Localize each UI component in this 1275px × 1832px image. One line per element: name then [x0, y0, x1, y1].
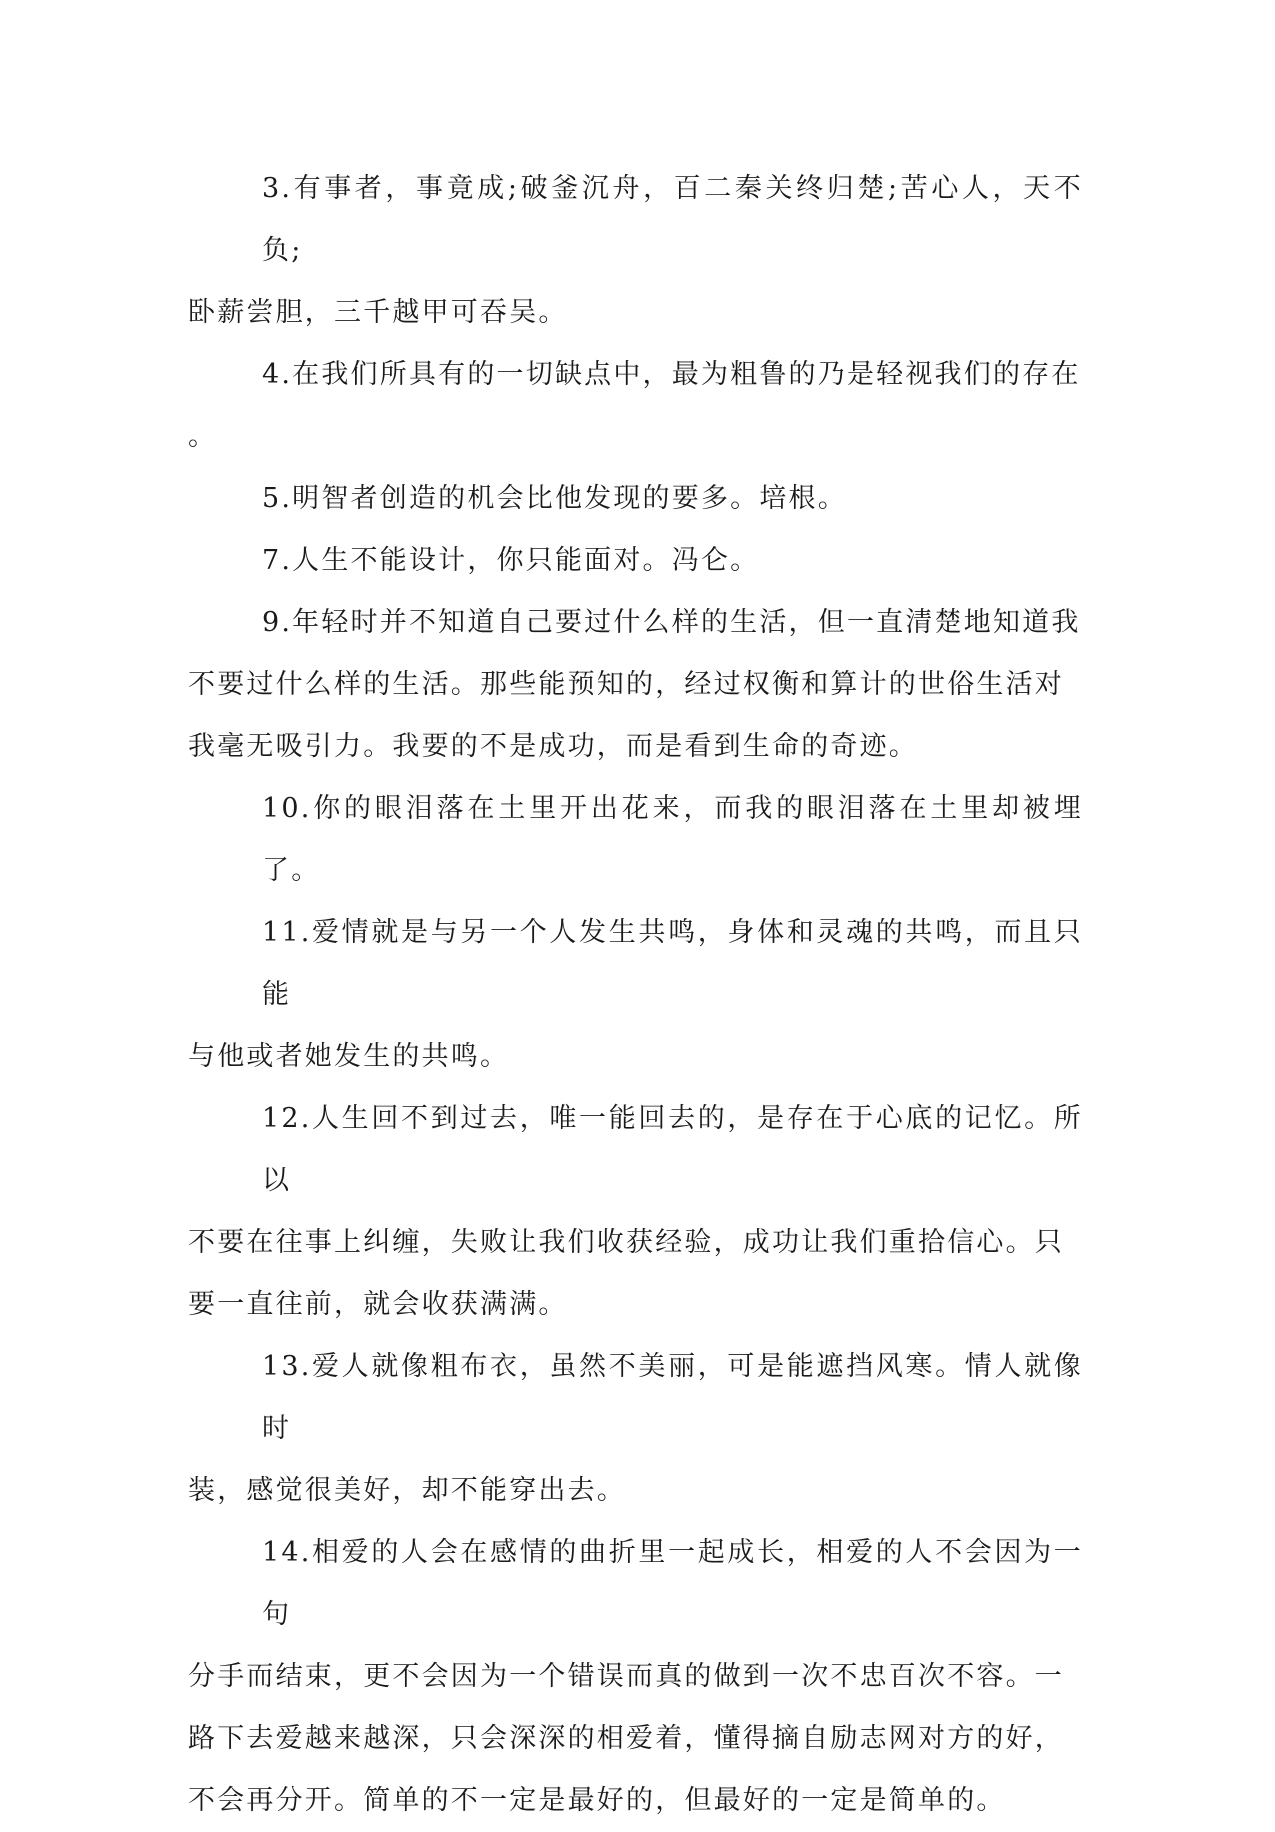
paragraph-line: 装，感觉很美好，却不能穿出去。: [188, 1475, 626, 1506]
paragraph-line: 11.爱情就是与另一个人发生共鸣，身体和灵魂的共鸣，而且只能: [262, 917, 1083, 1010]
paragraph-7: [188, 530, 1083, 592]
paragraph-line: 12.人生回不到过去，唯一能回去的，是存在于心底的记忆。所以: [262, 1103, 1083, 1196]
paragraph-line: 我毫无吸引力。我要的不是成功，而是看到生命的奇迹。: [188, 731, 918, 762]
paragraph-12: [188, 1088, 1083, 1336]
paragraph-11: [188, 902, 1083, 1088]
paragraph-3: [188, 158, 1083, 344]
paragraph-line: 9.年轻时并不知道自己要过什么样的生活，但一直清楚地知道我: [262, 607, 1081, 638]
paragraph-line: 不会再分开。简单的不一定是最好的，但最好的一定是简单的。: [188, 1785, 1006, 1816]
paragraph-line: 路下去爱越来越深，只会深深的相爱着，懂得摘自励志网对方的好，: [188, 1723, 1064, 1754]
paragraph-line: 4.在我们所具有的一切缺点中，最为粗鲁的乃是轻视我们的存在: [262, 359, 1081, 390]
paragraph-14: [188, 1522, 1083, 1832]
paragraph-line: 7.人生不能设计，你只能面对。冯仑。: [262, 545, 760, 576]
paragraph-4: [188, 344, 1083, 468]
paragraph-line: 。: [188, 421, 218, 452]
paragraph-5: [188, 468, 1083, 530]
paragraph-line: 要一直往前，就会收获满满。: [188, 1289, 568, 1320]
paragraph-line: 3.有事者，事竟成;破釜沉舟，百二秦关终归楚;苦心人，天不负;: [262, 173, 1083, 266]
document-body: [188, 158, 1083, 1832]
paragraph-line: 不要过什么样的生活。那些能预知的，经过权衡和算计的世俗生活对: [188, 669, 1064, 700]
paragraph-line: 与他或者她发生的共鸣。: [188, 1041, 510, 1072]
paragraph-line: 5.明智者创造的机会比他发现的要多。培根。: [262, 483, 847, 514]
paragraph-13: [188, 1336, 1083, 1522]
paragraph-9: [188, 592, 1083, 778]
paragraph-line: 10.你的眼泪落在土里开出花来，而我的眼泪落在土里却被埋了。: [262, 793, 1083, 886]
paragraph-10: [188, 778, 1083, 902]
paragraph-line: 14.相爱的人会在感情的曲折里一起成长，相爱的人不会因为一句: [262, 1537, 1083, 1630]
paragraph-line: 分手而结束，更不会因为一个错误而真的做到一次不忠百次不容。一: [188, 1661, 1064, 1692]
paragraph-line: 13.爱人就像粗布衣，虽然不美丽，可是能遮挡风寒。情人就像时: [262, 1351, 1083, 1444]
paragraph-line: 卧薪尝胆，三千越甲可吞吴。: [188, 297, 568, 328]
paragraph-line: 不要在往事上纠缠，失败让我们收获经验，成功让我们重拾信心。只: [188, 1227, 1064, 1258]
